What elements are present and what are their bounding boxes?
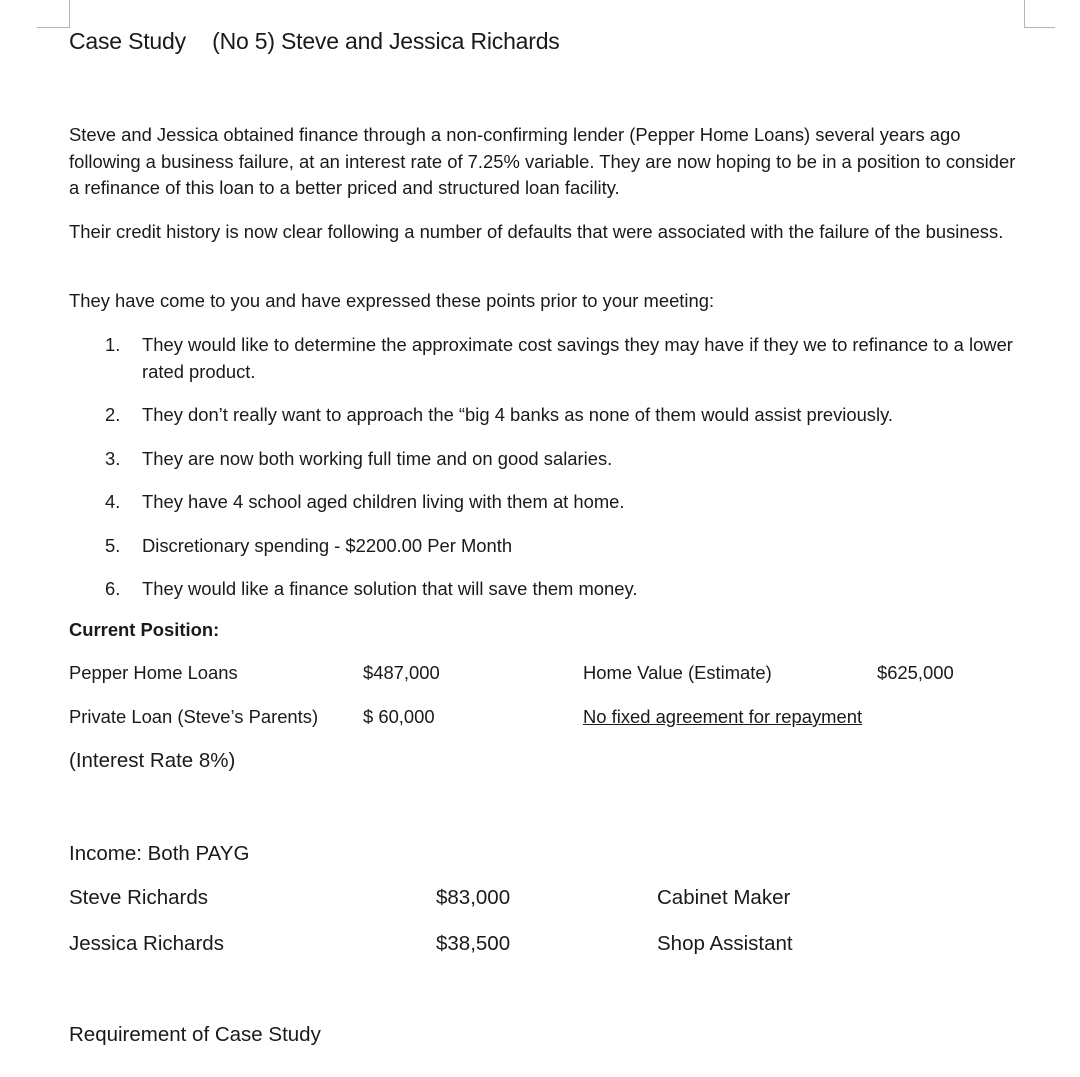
private-loan-label: Private Loan (Steve’s Parents) [69,706,319,727]
list-item-number: 6. [105,578,121,599]
list-item-number: 2. [105,404,121,425]
repayment-note: No fixed agreement for repayment [583,706,863,727]
list-item [69,576,1029,603]
private-loan-value: $ 60,000 [363,706,435,727]
list-item [69,533,1029,560]
list-item [69,402,1029,429]
title-case-label: Case Study [69,28,186,54]
list-item-text: They would like to determine the approximate cost savings they may have if they we to refinance to a lower rated product. [142,334,1013,382]
list-item-number: 1. [105,334,121,355]
list-item-number: 4. [105,491,121,512]
crop-mark-top-right [1024,0,1055,28]
pepper-loan-value: $487,000 [363,662,440,683]
income-occupation: Cabinet Maker [657,886,791,909]
crop-mark-top-left [37,0,70,28]
requirement-heading: Requirement of Case Study [69,1023,321,1046]
income-occupation: Shop Assistant [657,932,793,955]
income-amount: $38,500 [436,932,511,955]
interest-rate-note: (Interest Rate 8%) [69,749,236,772]
credit-history-paragraph: Their credit history is now clear following a number of defaults that were associated with the failure of the business. [69,221,1004,242]
list-item-text: They have 4 school aged children living with them at home. [142,491,625,512]
income-name: Steve Richards [69,886,209,909]
list-item [69,332,1029,385]
list-item-text: They are now both working full time and on good salaries. [142,447,613,469]
pepper-loan-label: Pepper Home Loans [69,662,238,683]
income-heading: Income: Both PAYG [69,842,250,865]
income-name: Jessica Richards [69,932,224,955]
home-value-amount: $625,000 [877,662,954,683]
home-value-label: Home Value (Estimate) [583,662,772,683]
points-intro-paragraph: They have come to you and have expressed these points prior to your meeting: [69,290,715,311]
page-title [69,28,560,55]
current-position-heading: Current Position: [69,619,220,640]
title-client-name: (No 5) Steve and Jessica Richards [212,28,560,54]
list-item-text: They would like a finance solution that will save them money. [142,578,638,599]
client-points-list [69,332,1029,620]
list-item [69,489,1029,516]
intro-paragraph: Steve and Jessica obtained finance through a non-confirming lender (Pepper Home Loans) several years ago following a business failure, at an interest rate of 7.25% variable. They are now hoping to be in a position to consider a refinance of this loan to a better priced and structured loan facility. [69,124,1016,198]
list-item-text: They don’t really want to approach the “big 4 banks as none of them would assist previously. [142,404,894,425]
list-item-number: 3. [105,447,121,469]
income-amount: $83,000 [436,886,511,909]
list-item [69,446,1029,473]
list-item-text: Discretionary spending - $2200.00 Per Month [142,534,513,556]
list-item-number: 5. [105,534,121,556]
